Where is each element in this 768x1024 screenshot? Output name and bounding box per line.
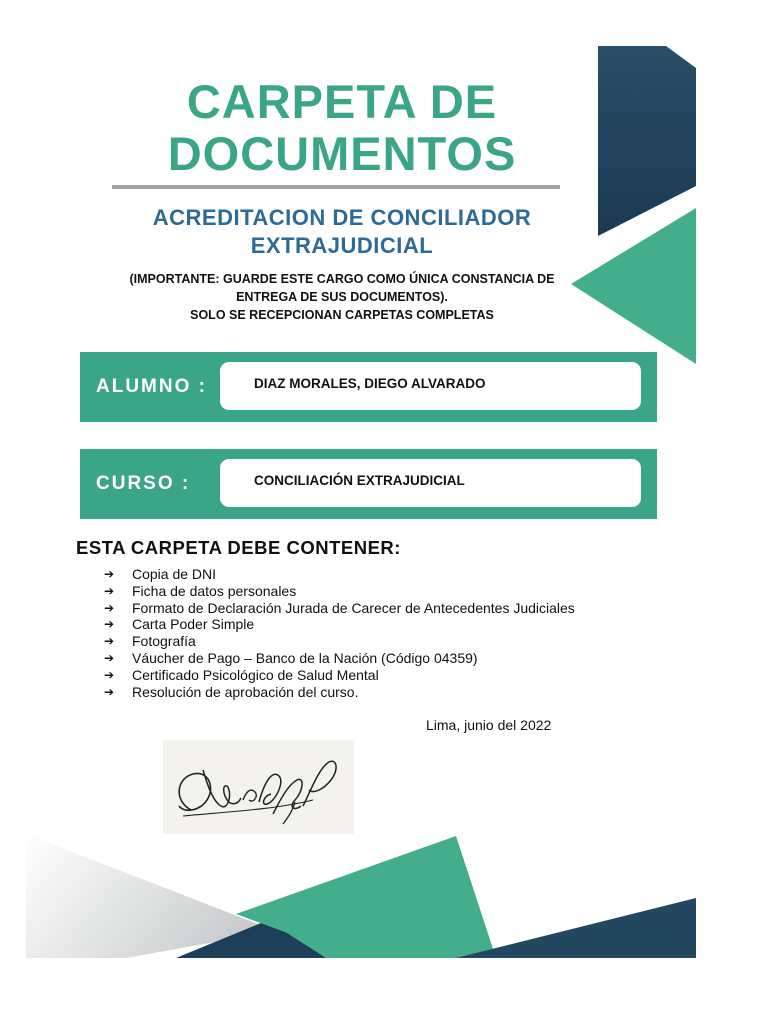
course-label: CURSO : — [96, 473, 191, 494]
list-item — [104, 650, 575, 667]
right-arrow-icon: ➔ — [104, 684, 115, 699]
list-item — [104, 583, 575, 600]
right-arrow-icon: ➔ — [104, 667, 115, 682]
subtitle-line-2: EXTRAJUDICIAL — [250, 233, 434, 258]
subtitle — [92, 204, 592, 260]
title-line-2: DOCUMENTOS — [167, 127, 517, 180]
course-name: CONCILIACIÓN EXTRAJUDICIAL — [254, 473, 465, 488]
list-item-text: Copia de DNI — [132, 566, 217, 582]
right-arrow-icon: ➔ — [104, 600, 115, 615]
student-label: ALUMNO : — [96, 376, 207, 397]
student-band — [80, 352, 657, 422]
right-arrow-icon: ➔ — [104, 634, 115, 649]
list-item-text: Ficha de datos personales — [132, 582, 297, 599]
right-arrow-icon: ➔ — [104, 583, 115, 598]
navy-bottom-right-shape — [456, 898, 696, 958]
title-line-1: CARPETA DE — [186, 75, 498, 128]
title-divider — [112, 185, 560, 189]
notice-line-3: SOLO SE RECEPCIONAN CARPETAS COMPLETAS — [190, 308, 494, 322]
list-item — [104, 566, 575, 583]
list-item-text: Carta Poder Simple — [132, 616, 255, 633]
course-band — [80, 449, 657, 519]
list-item — [104, 616, 575, 633]
subtitle-line-1: ACREDITACION DE CONCILIADOR — [152, 205, 532, 230]
list-item-text: Formato de Declaración Jurada de Carecer de Antecedentes Judiciales — [132, 599, 575, 616]
list-item-text: Resolución de aprobación del curso. — [132, 683, 359, 700]
course-field — [220, 459, 641, 507]
student-name: DIAZ MORALES, DIEGO ALVARADO — [254, 376, 486, 391]
place-date: Lima, junio del 2022 — [426, 717, 552, 733]
right-arrow-icon: ➔ — [104, 617, 115, 632]
handwritten-signature — [163, 740, 354, 834]
notice-line-2: ENTREGA DE SUS DOCUMENTOS). — [236, 290, 448, 304]
page-title — [112, 76, 572, 180]
right-arrow-icon: ➔ — [104, 650, 115, 665]
student-field — [220, 362, 641, 410]
list-item — [104, 600, 575, 617]
list-item-text: Váucher de Pago – Banco de la Nación (Código 04359) — [132, 649, 478, 666]
requirements-heading: ESTA CARPETA DEBE CONTENER: — [76, 537, 401, 558]
navy-top-shape — [598, 46, 696, 236]
signature-image — [163, 740, 354, 834]
right-arrow-icon: ➔ — [104, 567, 115, 581]
notice-line-1: (IMPORTANTE: GUARDE ESTE CARGO COMO ÚNICA CONSTANCIA DE — [129, 272, 555, 286]
list-item — [104, 667, 575, 684]
list-item-text: Certificado Psicológico de Salud Mental — [132, 666, 379, 683]
list-item — [104, 684, 575, 701]
list-item — [104, 633, 575, 650]
list-item-text: Fotografía — [132, 633, 196, 650]
requirements-list — [104, 566, 575, 700]
important-notice — [102, 270, 582, 324]
document-page — [26, 46, 696, 958]
